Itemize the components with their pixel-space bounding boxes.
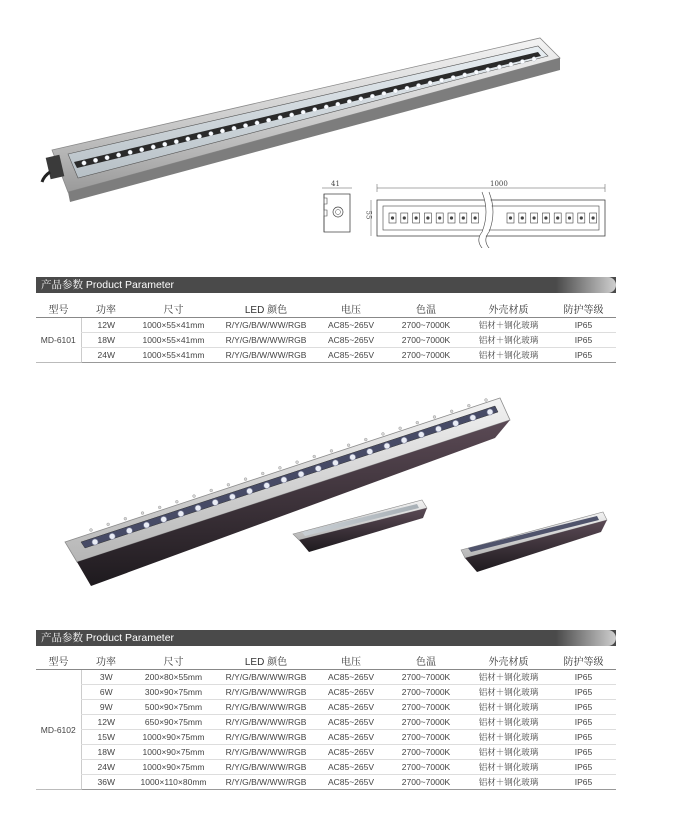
color-temp-cell: 2700~7000K [386, 348, 466, 363]
led-dot [151, 145, 155, 149]
col-size: 尺寸 [131, 652, 216, 670]
table-row [36, 685, 616, 700]
led-dot [247, 488, 253, 494]
voltage-cell: AC85~265V [316, 333, 386, 348]
led-dot [126, 528, 132, 534]
housing-cell: 铝材＋钢化玻璃 [466, 760, 551, 775]
color-temp-cell: 2700~7000K [386, 700, 466, 715]
screw-dot [261, 472, 264, 475]
screw-dot [330, 449, 333, 452]
power-cell: 18W [81, 745, 131, 760]
color-temp-cell: 2700~7000K [386, 333, 466, 348]
led-color-cell: R/Y/G/B/W/WW/RGB [216, 333, 316, 348]
screw-dot [210, 489, 213, 492]
power-cell: 12W [81, 318, 131, 333]
ip-rating-cell: IP65 [551, 760, 616, 775]
ip-rating-cell: IP65 [551, 730, 616, 745]
power-cell: 36W [81, 775, 131, 790]
col-housing: 外壳材质 [466, 652, 551, 670]
led-dot [144, 522, 150, 528]
led-dot [301, 110, 305, 114]
drawing-led-dot [568, 216, 571, 219]
led-dot [128, 150, 132, 154]
led-dot [82, 161, 86, 165]
col-size: 尺寸 [131, 300, 216, 318]
size-cell: 1000×55×41mm [131, 333, 216, 348]
power-cell: 9W [81, 700, 131, 715]
led-dot [186, 137, 190, 141]
model-cell: MD-6102 [36, 670, 81, 790]
size-cell: 200×80×55mm [131, 670, 216, 685]
size-cell: 1000×55×41mm [131, 318, 216, 333]
led-color-cell: R/Y/G/B/W/WW/RGB [216, 685, 316, 700]
color-temp-cell: 2700~7000K [386, 730, 466, 745]
ip-rating-cell: IP65 [551, 700, 616, 715]
table-row [36, 730, 616, 745]
led-color-cell: R/Y/G/B/W/WW/RGB [216, 348, 316, 363]
table-row [36, 348, 616, 363]
ip-rating-cell: IP65 [551, 333, 616, 348]
col-housing: 外壳材质 [466, 300, 551, 318]
led-dot [463, 73, 467, 77]
voltage-cell: AC85~265V [316, 318, 386, 333]
voltage-cell: AC85~265V [316, 775, 386, 790]
led-dot [509, 62, 513, 66]
led-dot [401, 437, 407, 443]
screw-dot [485, 399, 488, 402]
size-cell: 650×90×75mm [131, 715, 216, 730]
led-dot [370, 94, 374, 98]
screw-dot [450, 410, 453, 413]
screw-dot [90, 529, 93, 532]
led-color-cell: R/Y/G/B/W/WW/RGB [216, 715, 316, 730]
led-dot [418, 432, 424, 438]
led-dot [324, 105, 328, 109]
screw-dot [124, 517, 127, 520]
col-ip-rating: 防护等级 [551, 300, 616, 318]
screw-dot [313, 455, 316, 458]
led-color-cell: R/Y/G/B/W/WW/RGB [216, 700, 316, 715]
drawing-led-dot [415, 216, 418, 219]
led-dot [439, 78, 443, 82]
housing-cell: 铝材＋钢化玻璃 [466, 333, 551, 348]
led-dot [139, 147, 143, 151]
color-temp-cell: 2700~7000K [386, 715, 466, 730]
led-dot [393, 89, 397, 93]
housing-cell: 铝材＋钢化玻璃 [466, 685, 551, 700]
led-dot [416, 83, 420, 87]
led-dot [163, 142, 167, 146]
led-dot [266, 118, 270, 122]
led-dot [382, 91, 386, 95]
col-power: 功率 [81, 300, 131, 318]
led-dot [220, 129, 224, 133]
size-cell: 1000×110×80mm [131, 775, 216, 790]
led-dot [532, 57, 536, 61]
depth-dimension-label: 41 [331, 180, 340, 188]
voltage-cell: AC85~265V [316, 348, 386, 363]
col-color-temp: 色温 [386, 652, 466, 670]
col-led-color: LED 颜色 [216, 300, 316, 318]
drawing-led-dot [544, 216, 547, 219]
led-dot [105, 155, 109, 159]
voltage-cell: AC85~265V [316, 685, 386, 700]
led-dot [359, 97, 363, 101]
table-row [36, 760, 616, 775]
ip-rating-cell: IP65 [551, 318, 616, 333]
power-cell: 15W [81, 730, 131, 745]
led-dot [298, 471, 304, 477]
led-dot [255, 121, 259, 125]
drawing-led-dot [462, 216, 465, 219]
screw-dot [107, 523, 110, 526]
led-dot [384, 443, 390, 449]
led-dot [486, 67, 490, 71]
voltage-cell: AC85~265V [316, 670, 386, 685]
led-row-md6102 [55, 390, 615, 590]
housing-cell: 铝材＋钢化玻璃 [466, 348, 551, 363]
ip-rating-cell: IP65 [551, 670, 616, 685]
housing-cell: 铝材＋钢化玻璃 [466, 745, 551, 760]
power-cell: 3W [81, 670, 131, 685]
length-dimension-label: 1000 [490, 180, 508, 188]
led-dot [174, 139, 178, 143]
led-color-cell: R/Y/G/B/W/WW/RGB [216, 745, 316, 760]
size-cell: 1000×90×75mm [131, 760, 216, 775]
drawing-led-dot [556, 216, 559, 219]
led-dot [278, 115, 282, 119]
power-cell: 12W [81, 715, 131, 730]
drawing-led-dot [391, 216, 394, 219]
led-dot [367, 449, 373, 455]
ip-rating-cell: IP65 [551, 745, 616, 760]
led-color-cell: R/Y/G/B/W/WW/RGB [216, 775, 316, 790]
screw-dot [467, 404, 470, 407]
col-power: 功率 [81, 652, 131, 670]
color-temp-cell: 2700~7000K [386, 670, 466, 685]
housing-cell: 铝材＋钢化玻璃 [466, 700, 551, 715]
led-dot [229, 494, 235, 500]
housing-cell: 铝材＋钢化玻璃 [466, 730, 551, 745]
height-dimension-label: 55 [364, 210, 373, 220]
col-model: 型号 [36, 652, 81, 670]
drawing-led-dot [438, 216, 441, 219]
housing-cell: 铝材＋钢化玻璃 [466, 318, 551, 333]
table-row [36, 775, 616, 790]
led-dot [195, 505, 201, 511]
color-temp-cell: 2700~7000K [386, 775, 466, 790]
led-dot [161, 516, 167, 522]
power-cell: 24W [81, 348, 131, 363]
section2-title: 产品参数 Product Parameter [41, 632, 175, 644]
spec-table-md6101 [36, 300, 616, 363]
led-dot [405, 86, 409, 90]
col-voltage: 电压 [316, 652, 386, 670]
led-dot [116, 153, 120, 157]
housing-cell: 铝材＋钢化玻璃 [466, 775, 551, 790]
led-dot [109, 533, 115, 539]
screw-dot [382, 433, 385, 436]
led-dot [212, 499, 218, 505]
col-color-temp: 色温 [386, 300, 466, 318]
drawing-led-dot [533, 216, 536, 219]
table-row [36, 715, 616, 730]
led-dot [470, 415, 476, 421]
led-dot [336, 102, 340, 106]
size-cell: 500×90×75mm [131, 700, 216, 715]
color-temp-cell: 2700~7000K [386, 745, 466, 760]
size-cell: 1000×90×75mm [131, 730, 216, 745]
screw-dot [433, 416, 436, 419]
led-dot [474, 70, 478, 74]
section2-header [36, 630, 616, 646]
size-cell: 1000×55×41mm [131, 348, 216, 363]
voltage-cell: AC85~265V [316, 745, 386, 760]
voltage-cell: AC85~265V [316, 760, 386, 775]
led-dot [313, 107, 317, 111]
screw-dot [141, 512, 144, 515]
led-dot [350, 454, 356, 460]
power-cell: 6W [81, 685, 131, 700]
size-cell: 300×90×75mm [131, 685, 216, 700]
led-color-cell: R/Y/G/B/W/WW/RGB [216, 318, 316, 333]
housing-cell: 铝材＋钢化玻璃 [466, 670, 551, 685]
led-dot [332, 460, 338, 466]
screw-dot [227, 483, 230, 486]
section1-title: 产品参数 Product Parameter [41, 279, 175, 291]
led-color-cell: R/Y/G/B/W/WW/RGB [216, 730, 316, 745]
led-dot [209, 131, 213, 135]
drawing-led-dot [592, 216, 595, 219]
screw-dot [296, 461, 299, 464]
led-color-cell: R/Y/G/B/W/WW/RGB [216, 670, 316, 685]
screw-dot [399, 427, 402, 430]
color-temp-cell: 2700~7000K [386, 685, 466, 700]
drawing-led-dot [521, 216, 524, 219]
led-color-cell: R/Y/G/B/W/WW/RGB [216, 760, 316, 775]
power-cell: 24W [81, 760, 131, 775]
led-dot [315, 466, 321, 472]
led-dot [497, 65, 501, 69]
screw-dot [416, 421, 419, 424]
drawing-led-dot [474, 216, 477, 219]
led-dot [487, 409, 493, 415]
ip-rating-cell: IP65 [551, 715, 616, 730]
drawing-led-dot [403, 216, 406, 219]
screw-dot [193, 495, 196, 498]
screw-dot [364, 438, 367, 441]
led-dot [451, 75, 455, 79]
housing-cell: 铝材＋钢化玻璃 [466, 715, 551, 730]
led-dot [435, 426, 441, 432]
screw-dot [175, 500, 178, 503]
led-dot [289, 113, 293, 117]
led-dot [93, 158, 97, 162]
led-dot [520, 59, 524, 63]
voltage-cell: AC85~265V [316, 715, 386, 730]
col-model: 型号 [36, 300, 81, 318]
ip-rating-cell: IP65 [551, 348, 616, 363]
model-cell: MD-6101 [36, 318, 81, 363]
led-dot [243, 123, 247, 127]
col-ip-rating: 防护等级 [551, 652, 616, 670]
led-dot [347, 99, 351, 103]
led-dot [92, 539, 98, 545]
drawing-led-dot [580, 216, 583, 219]
drawing-led-dot [509, 216, 512, 219]
ip-rating-cell: IP65 [551, 775, 616, 790]
color-temp-cell: 2700~7000K [386, 760, 466, 775]
screw-dot [347, 444, 350, 447]
led-dot [281, 477, 287, 483]
section1-header [36, 277, 616, 293]
ip-rating-cell: IP65 [551, 685, 616, 700]
screw-dot [244, 478, 247, 481]
table-row [36, 670, 616, 685]
drawing-led-dot [450, 216, 453, 219]
led-dot [453, 420, 459, 426]
col-voltage: 电压 [316, 300, 386, 318]
led-dot [232, 126, 236, 130]
col-led-color: LED 颜色 [216, 652, 316, 670]
voltage-cell: AC85~265V [316, 730, 386, 745]
side-view-drawing [318, 180, 358, 240]
table-row [36, 700, 616, 715]
power-cell: 18W [81, 333, 131, 348]
spec-table-md6102 [36, 652, 616, 790]
table-row [36, 318, 616, 333]
screw-dot [279, 466, 282, 469]
voltage-cell: AC85~265V [316, 700, 386, 715]
size-cell: 1000×90×75mm [131, 745, 216, 760]
led-dot [197, 134, 201, 138]
front-view-drawing [365, 178, 610, 248]
table-row [36, 333, 616, 348]
led-dot [428, 81, 432, 85]
table-row [36, 745, 616, 760]
color-temp-cell: 2700~7000K [386, 318, 466, 333]
led-dot [264, 482, 270, 488]
led-dot [178, 511, 184, 517]
screw-dot [158, 506, 161, 509]
drawing-led-dot [426, 216, 429, 219]
